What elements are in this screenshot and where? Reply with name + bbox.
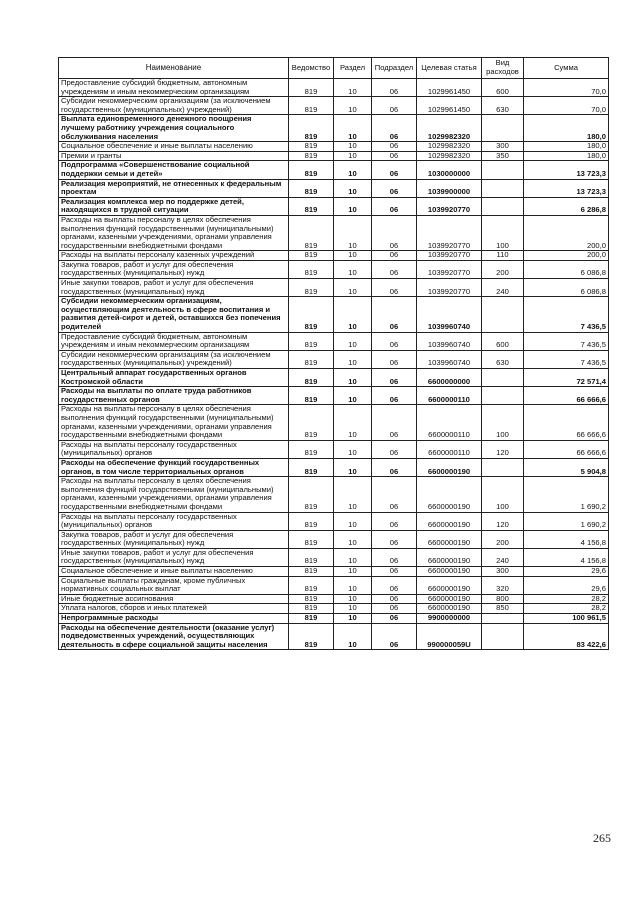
cell-sum: 7 436,5 — [524, 297, 609, 332]
table-row — [59, 548, 609, 566]
cell-type: 110 — [482, 251, 524, 261]
cell-sub: 06 — [372, 567, 417, 577]
cell-sub: 06 — [372, 440, 417, 458]
cell-name: Субсидии некоммерческим организациям, осуществляющим деятельность в сфере воспитания и развития детей-сирот и детей, оставшихся без попечения родителей — [59, 297, 289, 332]
table-row — [59, 251, 609, 261]
cell-dept: 819 — [289, 477, 334, 512]
table-header-row — [59, 58, 609, 79]
cell-sum: 83 422,6 — [524, 623, 609, 650]
table-row — [59, 369, 609, 387]
cell-type — [482, 179, 524, 197]
cell-sub: 06 — [372, 297, 417, 332]
table-row — [59, 115, 609, 142]
cell-section: 10 — [334, 387, 372, 405]
cell-target: 1039960740 — [417, 297, 482, 332]
cell-target: 6600000190 — [417, 576, 482, 594]
cell-sub: 06 — [372, 614, 417, 624]
cell-target: 6600000190 — [417, 458, 482, 476]
cell-target: 6600000190 — [417, 530, 482, 548]
cell-name: Уплата налогов, сборов и иных платежей — [59, 604, 289, 614]
cell-section: 10 — [334, 179, 372, 197]
cell-name: Социальное обеспечение и иные выплаты населению — [59, 142, 289, 152]
cell-sum: 70,0 — [524, 97, 609, 115]
table-row — [59, 161, 609, 179]
cell-sum: 66 666,6 — [524, 440, 609, 458]
cell-name: Расходы на выплаты персоналу государственных (муниципальных) органов — [59, 440, 289, 458]
cell-sum: 7 436,5 — [524, 332, 609, 350]
cell-section: 10 — [334, 477, 372, 512]
cell-dept: 819 — [289, 530, 334, 548]
cell-name: Выплата единовременного денежного поощрения лучшему работнику учреждения социального обслуживания населения — [59, 115, 289, 142]
cell-dept: 819 — [289, 604, 334, 614]
cell-sum: 28,2 — [524, 594, 609, 604]
cell-target: 9900000000 — [417, 614, 482, 624]
cell-target: 6600000190 — [417, 604, 482, 614]
cell-sub: 06 — [372, 332, 417, 350]
cell-sub: 06 — [372, 215, 417, 250]
cell-target: 6600000190 — [417, 477, 482, 512]
cell-section: 10 — [334, 79, 372, 97]
cell-type — [482, 161, 524, 179]
cell-type: 300 — [482, 142, 524, 152]
table-row — [59, 151, 609, 161]
header-target: Целевая статья — [417, 58, 482, 79]
cell-sub: 06 — [372, 251, 417, 261]
cell-section: 10 — [334, 115, 372, 142]
cell-name: Иные бюджетные ассигнования — [59, 594, 289, 604]
cell-sub: 06 — [372, 97, 417, 115]
cell-name: Иные закупки товаров, работ и услуг для обеспечения государственных (муниципальных) нужд — [59, 548, 289, 566]
cell-sum: 5 904,8 — [524, 458, 609, 476]
cell-name: Расходы на обеспечение деятельности (оказание услуг) подведомственных учреждений, осуществляющих деятельность в сфере социальной защиты населения — [59, 623, 289, 650]
header-subsection: Подраздел — [372, 58, 417, 79]
cell-section: 10 — [334, 260, 372, 278]
cell-section: 10 — [334, 548, 372, 566]
table-row — [59, 260, 609, 278]
cell-sum: 4 156,8 — [524, 530, 609, 548]
cell-target: 6600000000 — [417, 369, 482, 387]
cell-type: 600 — [482, 79, 524, 97]
cell-dept: 819 — [289, 387, 334, 405]
cell-section: 10 — [334, 151, 372, 161]
cell-target: 1029982320 — [417, 115, 482, 142]
cell-dept: 819 — [289, 161, 334, 179]
cell-sum: 72 571,4 — [524, 369, 609, 387]
cell-name: Премии и гранты — [59, 151, 289, 161]
cell-type: 850 — [482, 604, 524, 614]
cell-type: 100 — [482, 215, 524, 250]
cell-section: 10 — [334, 197, 372, 215]
cell-type: 120 — [482, 440, 524, 458]
cell-name: Подпрограмма «Совершенствование социальной поддержки семьи и детей» — [59, 161, 289, 179]
cell-sum: 200,0 — [524, 251, 609, 261]
cell-dept: 819 — [289, 458, 334, 476]
cell-sub: 06 — [372, 576, 417, 594]
table-row — [59, 215, 609, 250]
cell-dept: 819 — [289, 623, 334, 650]
table-row — [59, 567, 609, 577]
cell-sub: 06 — [372, 369, 417, 387]
cell-sum: 180,0 — [524, 115, 609, 142]
cell-target: 990000059U — [417, 623, 482, 650]
table-row — [59, 142, 609, 152]
cell-section: 10 — [334, 604, 372, 614]
cell-type: 240 — [482, 548, 524, 566]
cell-sum: 200,0 — [524, 215, 609, 250]
cell-sum: 13 723,3 — [524, 161, 609, 179]
cell-dept: 819 — [289, 512, 334, 530]
cell-target: 1029982320 — [417, 142, 482, 152]
cell-type: 200 — [482, 530, 524, 548]
cell-target: 6600000110 — [417, 440, 482, 458]
cell-dept: 819 — [289, 251, 334, 261]
cell-target: 6600000110 — [417, 405, 482, 440]
cell-sum: 70,0 — [524, 79, 609, 97]
cell-dept: 819 — [289, 97, 334, 115]
cell-type — [482, 614, 524, 624]
cell-sum: 28,2 — [524, 604, 609, 614]
table-row — [59, 512, 609, 530]
cell-dept: 819 — [289, 179, 334, 197]
cell-section: 10 — [334, 297, 372, 332]
table-row — [59, 477, 609, 512]
cell-name: Центральный аппарат государственных органов Костромской области — [59, 369, 289, 387]
cell-sub: 06 — [372, 142, 417, 152]
cell-name: Расходы на выплаты персоналу казенных учреждений — [59, 251, 289, 261]
cell-name: Предоставление субсидий бюджетным, автономным учреждениям и иным некоммерческим организациям — [59, 332, 289, 350]
cell-type — [482, 623, 524, 650]
table-row — [59, 197, 609, 215]
cell-sub: 06 — [372, 477, 417, 512]
header-type: Вид расходов — [482, 58, 524, 79]
cell-section: 10 — [334, 405, 372, 440]
cell-type: 100 — [482, 477, 524, 512]
cell-name: Расходы на выплаты по оплате труда работников государственных органов — [59, 387, 289, 405]
cell-sub: 06 — [372, 604, 417, 614]
table-row — [59, 97, 609, 115]
cell-sub: 06 — [372, 530, 417, 548]
cell-sum: 4 156,8 — [524, 548, 609, 566]
cell-sub: 06 — [372, 279, 417, 297]
cell-sum: 6 286,8 — [524, 197, 609, 215]
table-row — [59, 179, 609, 197]
table-row — [59, 458, 609, 476]
cell-dept: 819 — [289, 350, 334, 368]
cell-type — [482, 115, 524, 142]
cell-name: Расходы на выплаты персоналу в целях обеспечения выполнения функций государственными (муниципальными) органами, казенными учреждениями, органами управления государственными внебюджетными фондами — [59, 477, 289, 512]
cell-sub: 06 — [372, 405, 417, 440]
cell-type: 600 — [482, 332, 524, 350]
cell-sum: 6 086,8 — [524, 279, 609, 297]
cell-section: 10 — [334, 576, 372, 594]
page-number: 265 — [593, 831, 611, 845]
cell-type — [482, 197, 524, 215]
cell-name: Социальные выплаты гражданам, кроме публичных нормативных социальных выплат — [59, 576, 289, 594]
cell-section: 10 — [334, 251, 372, 261]
cell-sub: 06 — [372, 161, 417, 179]
cell-sub: 06 — [372, 350, 417, 368]
cell-name: Предоставление субсидий бюджетным, автономным учреждениям и иным некоммерческим организациям — [59, 79, 289, 97]
cell-name: Иные закупки товаров, работ и услуг для обеспечения государственных (муниципальных) нужд — [59, 279, 289, 297]
cell-type — [482, 387, 524, 405]
cell-sum: 66 666,6 — [524, 387, 609, 405]
cell-target: 1039920770 — [417, 260, 482, 278]
cell-section: 10 — [334, 369, 372, 387]
budget-table — [58, 57, 609, 650]
cell-sub: 06 — [372, 548, 417, 566]
cell-name: Реализация комплекса мер по поддержке детей, находящихся в трудной ситуации — [59, 197, 289, 215]
cell-sum: 6 086,8 — [524, 260, 609, 278]
table-row — [59, 440, 609, 458]
cell-name: Непрограммные расходы — [59, 614, 289, 624]
cell-dept: 819 — [289, 215, 334, 250]
cell-section: 10 — [334, 458, 372, 476]
cell-name: Социальное обеспечение и иные выплаты населению — [59, 567, 289, 577]
cell-sum: 180,0 — [524, 142, 609, 152]
cell-sum: 7 436,5 — [524, 350, 609, 368]
cell-name: Субсидии некоммерческим организациям (за исключением государственных (муниципальных) учреждений) — [59, 97, 289, 115]
cell-target: 1039920770 — [417, 197, 482, 215]
cell-section: 10 — [334, 512, 372, 530]
cell-name: Расходы на выплаты персоналу государственных (муниципальных) органов — [59, 512, 289, 530]
cell-dept: 819 — [289, 142, 334, 152]
table-row — [59, 332, 609, 350]
cell-section: 10 — [334, 332, 372, 350]
table-row — [59, 576, 609, 594]
cell-sum: 1 690,2 — [524, 477, 609, 512]
cell-target: 6600000190 — [417, 512, 482, 530]
cell-sum: 1 690,2 — [524, 512, 609, 530]
cell-dept: 819 — [289, 197, 334, 215]
header-name: Наименование — [59, 58, 289, 79]
cell-section: 10 — [334, 279, 372, 297]
cell-target: 1039920770 — [417, 251, 482, 261]
cell-dept: 819 — [289, 297, 334, 332]
cell-sum: 100 961,5 — [524, 614, 609, 624]
cell-target: 1039960740 — [417, 350, 482, 368]
cell-dept: 819 — [289, 405, 334, 440]
cell-target: 1030000000 — [417, 161, 482, 179]
cell-dept: 819 — [289, 369, 334, 387]
table-row — [59, 623, 609, 650]
table-row — [59, 350, 609, 368]
cell-type: 350 — [482, 151, 524, 161]
cell-target: 6600000190 — [417, 548, 482, 566]
cell-name: Закупка товаров, работ и услуг для обеспечения государственных (муниципальных) нужд — [59, 260, 289, 278]
table-row — [59, 387, 609, 405]
cell-section: 10 — [334, 567, 372, 577]
table-row — [59, 297, 609, 332]
header-dept: Ведомство — [289, 58, 334, 79]
header-section: Раздел — [334, 58, 372, 79]
cell-section: 10 — [334, 623, 372, 650]
cell-target: 1029982320 — [417, 151, 482, 161]
cell-dept: 819 — [289, 614, 334, 624]
cell-target: 1039900000 — [417, 179, 482, 197]
cell-section: 10 — [334, 142, 372, 152]
cell-type — [482, 369, 524, 387]
cell-sub: 06 — [372, 179, 417, 197]
cell-sum: 29,6 — [524, 576, 609, 594]
cell-sub: 06 — [372, 594, 417, 604]
cell-dept: 819 — [289, 332, 334, 350]
cell-sub: 06 — [372, 458, 417, 476]
cell-type: 200 — [482, 260, 524, 278]
cell-target: 1029961450 — [417, 79, 482, 97]
cell-type: 300 — [482, 567, 524, 577]
cell-sub: 06 — [372, 197, 417, 215]
cell-dept: 819 — [289, 279, 334, 297]
table-row — [59, 79, 609, 97]
cell-type: 800 — [482, 594, 524, 604]
cell-type: 120 — [482, 512, 524, 530]
cell-sub: 06 — [372, 623, 417, 650]
cell-type: 630 — [482, 97, 524, 115]
cell-sum: 66 666,6 — [524, 405, 609, 440]
table-row — [59, 405, 609, 440]
cell-target: 6600000190 — [417, 594, 482, 604]
cell-sum: 180,0 — [524, 151, 609, 161]
cell-section: 10 — [334, 440, 372, 458]
cell-type: 630 — [482, 350, 524, 368]
cell-type: 100 — [482, 405, 524, 440]
cell-dept: 819 — [289, 260, 334, 278]
cell-dept: 819 — [289, 576, 334, 594]
table-row — [59, 279, 609, 297]
cell-name: Реализация мероприятий, не отнесенных к федеральным проектам — [59, 179, 289, 197]
cell-section: 10 — [334, 614, 372, 624]
table-row — [59, 614, 609, 624]
cell-name: Закупка товаров, работ и услуг для обеспечения государственных (муниципальных) нужд — [59, 530, 289, 548]
cell-target: 1039960740 — [417, 332, 482, 350]
cell-name: Расходы на выплаты персоналу в целях обеспечения выполнения функций государственными (муниципальными) органами, казенными учреждениями, органами управления государственными внебюджетными фондами — [59, 215, 289, 250]
cell-target: 1029961450 — [417, 97, 482, 115]
cell-sub: 06 — [372, 151, 417, 161]
cell-section: 10 — [334, 594, 372, 604]
cell-sum: 13 723,3 — [524, 179, 609, 197]
cell-target: 6600000110 — [417, 387, 482, 405]
table-row — [59, 604, 609, 614]
header-sum: Сумма — [524, 58, 609, 79]
cell-name: Расходы на выплаты персоналу в целях обеспечения выполнения функций государственными (муниципальными) органами, казенными учреждениями, органами управления государственными внебюджетными фондами — [59, 405, 289, 440]
cell-type: 240 — [482, 279, 524, 297]
cell-sub: 06 — [372, 115, 417, 142]
cell-section: 10 — [334, 215, 372, 250]
cell-sum: 29,6 — [524, 567, 609, 577]
cell-sub: 06 — [372, 512, 417, 530]
cell-dept: 819 — [289, 115, 334, 142]
cell-dept: 819 — [289, 594, 334, 604]
table-row — [59, 530, 609, 548]
cell-target: 6600000190 — [417, 567, 482, 577]
cell-name: Расходы на обеспечение функций государственных органов, в том числе территориальных органов — [59, 458, 289, 476]
cell-section: 10 — [334, 161, 372, 179]
cell-sub: 06 — [372, 387, 417, 405]
cell-type — [482, 458, 524, 476]
cell-target: 1039920770 — [417, 279, 482, 297]
cell-dept: 819 — [289, 440, 334, 458]
cell-sub: 06 — [372, 79, 417, 97]
cell-section: 10 — [334, 530, 372, 548]
cell-dept: 819 — [289, 567, 334, 577]
cell-target: 1039920770 — [417, 215, 482, 250]
table-row — [59, 594, 609, 604]
cell-type: 320 — [482, 576, 524, 594]
cell-section: 10 — [334, 97, 372, 115]
cell-section: 10 — [334, 350, 372, 368]
cell-name: Субсидии некоммерческим организациям (за исключением государственных (муниципальных) учреждений) — [59, 350, 289, 368]
cell-dept: 819 — [289, 548, 334, 566]
cell-dept: 819 — [289, 151, 334, 161]
cell-dept: 819 — [289, 79, 334, 97]
cell-sub: 06 — [372, 260, 417, 278]
cell-type — [482, 297, 524, 332]
